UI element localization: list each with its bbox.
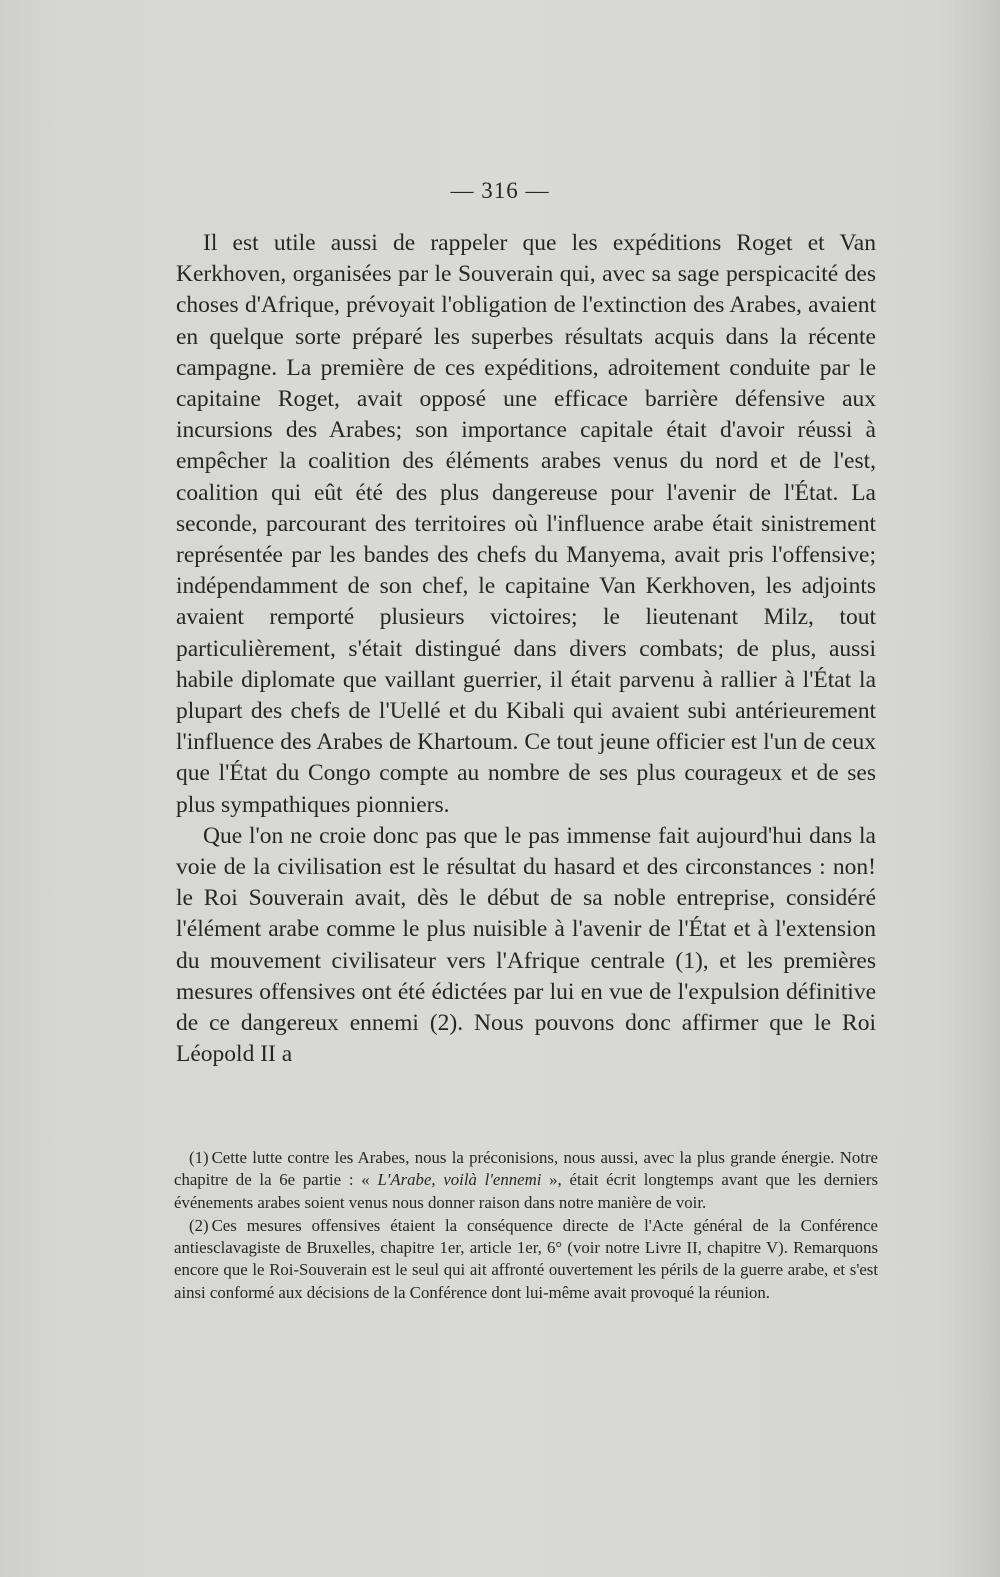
page-number: — 316 — bbox=[450, 178, 550, 203]
footnote-text-part: Cette lutte contre les Arabes, nous la préconisions, nous aussi, avec la plus grande énergie. Notre chapitre de la 6e partie : « bbox=[174, 1148, 878, 1190]
footnote-text: Ces mesures offensives étaient la conséquence directe de l'Acte général de la Conférence antiesclavagiste de Bruxelles, chapitre 1er, article 1er, 6° (voir notre Livre II, chapitre V). Remarquons encore que le Roi-Souverain est le seul qui ait affronté ouvertement les périls de la guerre arabe, et s'est ainsi conformé aux décisions de la Conférence dont lui-même avait provoqué la réunion. bbox=[174, 1215, 878, 1302]
footnote-italic-quote: L'Arabe, voilà l'ennemi bbox=[377, 1170, 542, 1190]
paragraph: Que l'on ne croie donc pas que le pas immense fait aujourd'hui dans la voie de la civilisation est le résultat du hasard et des circonstances : non! le Roi Souverain avait, dès le début de sa noble entreprise, considéré l'élément arabe comme le plus nuisible à l'avenir de l'État et à l'extension du mouvement civilisateur vers l'Afrique centrale (1), et les premières mesures offensives ont été édictées par lui en vue de l'expulsion définitive de ce dangereux ennemi (2). Nous pouvons donc affirmer que le Roi Léopold II a bbox=[176, 822, 876, 1068]
footnote-mark: (1) bbox=[189, 1148, 209, 1167]
main-text bbox=[176, 228, 876, 1070]
footnotes bbox=[174, 1147, 878, 1305]
paragraph: Il est utile aussi de rappeler que les expéditions Roget et Van Kerkhoven, organisées par le Souverain qui, avec sa sage perspicacité des choses d'Afrique, prévoyait l'obligation de l'extinction des Arabes, avaient en quelque sorte préparé les superbes résultats acquis dans la récente campagne. La première de ces expéditions, adroitement conduite par le capitaine Roget, avait opposé une efficace barrière défensive aux incursions des Arabes; son importance capitale était d'avoir réussi à empêcher la coalition des éléments arabes venus du nord et de l'est, coalition qui eût été des plus dangereuse pour l'avenir de l'État. La seconde, parcourant des territoires où l'influence arabe était sinistrement représentée par les bandes des chefs du Manyema, avait pris l'offensive; indépendamment de son chef, le capitaine Van Kerkhoven, les adjoints avaient remporté plusieurs victoires; le lieutenant Milz, tout particulièrement, s'était distingué dans divers combats; de plus, aussi habile diplomate que vaillant guerrier, il était parvenu à rallier à l'État la plupart des chefs de l'Uellé et du Kibali qui avaient subi antérieurement l'influence des Arabes de Khartoum. Ce tout jeune officier est l'un de ceux que l'État du Congo compte au nombre de ses plus courageux et de ses plus sympathiques pionniers. bbox=[176, 230, 876, 818]
footnote bbox=[174, 1215, 878, 1304]
footnote-mark: (2) bbox=[189, 1215, 209, 1235]
footnote-text bbox=[174, 1148, 878, 1212]
footnote-text-part: », était écrit longtemps avant que les derniers événements arabes soient venus nous donner raison dans notre manière de voir. bbox=[174, 1170, 878, 1212]
footnote bbox=[174, 1147, 878, 1214]
